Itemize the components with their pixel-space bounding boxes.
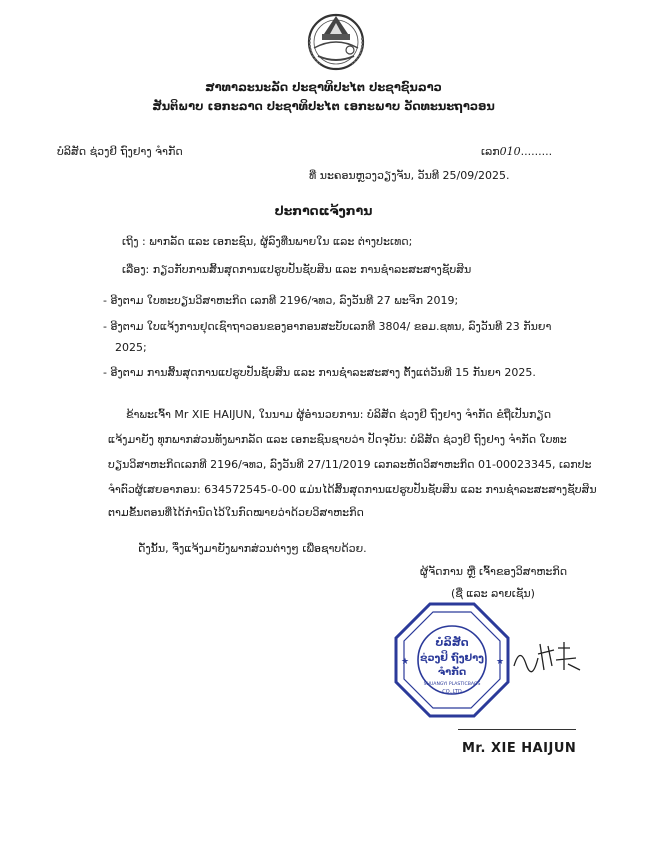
body-paragraph-line: ແຈ້ງມາຍັງ ທຸກພາກສ່ວນທັງພາກລັດ ແລະ ເອກະຊົນຊາບວ່າ ປັດຈຸບັນ: ບໍລິສັດ ຊ່ວງຢິ ຖົງຢາງ ຈຳກັດ ໃບທະ <box>108 433 567 446</box>
sender-company: ບໍລິສັດ ຊ່ວງຢິ ຖົງຢາງ ຈຳກັດ <box>57 145 183 158</box>
company-seal-stamp <box>392 600 512 720</box>
svg-text:★: ★ <box>496 657 505 667</box>
stamp-text-line3: ຈຳກັດ <box>437 667 467 678</box>
reference-number <box>481 145 552 158</box>
signatory-note: (ຊື່ ແລະ ລາຍເຊັນ) <box>451 587 535 600</box>
body-paragraph-line: ບຽນວິສາຫະກິດເລກທີ 2196/ຈທວ, ລົງວັນທີ 27/11/2019 ເລກລະຫັດວິສາຫະກິດ 01-00023345, ເລກປະ <box>108 458 592 471</box>
body-paragraph-line: ຕາມຂັ້ນຕອນທີ່ໄດ້ກຳນົດໄວ້ໃນກົດໝາຍວ່າດ້ວຍວິສາຫະກິດ <box>108 506 364 519</box>
handwritten-signature <box>510 636 590 676</box>
national-motto-line1: ສາທາລະນະລັດ ປະຊາທິປະໄຕ ປະຊາຊົນລາວ <box>205 80 442 94</box>
closing-line: ດັ່ງນັ້ນ, ຈຶ່ງແຈ້ງມາຍັງພາກສ່ວນຕ່າງໆ ເພື່ອຊາບດ້ວຍ. <box>138 542 367 555</box>
stamp-english-suffix: CO.,LTD <box>442 689 462 695</box>
document-title: ປະກາດແຈ້ງການ <box>274 203 373 218</box>
reference-dots: ......... <box>520 145 553 158</box>
national-emblem <box>300 8 372 72</box>
stamp-english-name: SHUANGYI PLASTICBAGS <box>423 682 481 687</box>
reference-item-continuation: 2025; <box>115 341 147 354</box>
reference-item: - ອີງຕາມ ການສິ້ນສຸດການແປຮູບປັນຊັບສິນ ແລະ ການຊຳລະສະສາງ ຕັ້ງແຕ່ວັນທີ 15 ກັນຍາ 2025. <box>103 366 536 379</box>
svg-text:★: ★ <box>401 657 410 667</box>
stamp-text-line2: ຊ່ວງຢິ ຖົງຢາງ <box>420 653 484 664</box>
body-paragraph-line: ຈຳຕົວຜູ້ເສຍອາກອນ: 634572545-0-00 ແມ່ນໄດ້ສິ້ນສຸດການແປຮູບປັນຊັບສິນ ແລະ ການຊຳລະສະສາງຊັບສິນ <box>108 483 597 496</box>
body-paragraph-line: ຂ້າພະເຈົ້າ Mr XIE HAIJUN, ໃນນາມ ຜູ້ອຳນວຍການ: ບໍລິສັດ ຊ່ວງຢິ ຖົງຢາງ ຈຳກັດ ຂໍຖືເປັນກຽດ <box>126 408 552 421</box>
reference-handwritten-number: 010 <box>499 145 521 158</box>
signature-line <box>458 729 576 730</box>
reference-item: - ອີງຕາມ ໃບທະບຽນວິສາຫະກິດ ເລກທີ 2196/ຈທວ, ລົງວັນທີ 27 ພະຈິກ 2019; <box>103 294 459 307</box>
place-date: ທີ່ ນະຄອນຫຼວງວຽງຈັນ, ວັນທີ 25/09/2025. <box>309 169 510 182</box>
stamp-text-line1: ບໍລິສັດ <box>435 636 469 649</box>
subject-line: ເລື່ອງ: ກຽວກັບການສິ້ນສຸດການແປຮູບປັນຊັບສິນ ແລະ ການຊຳລະສະສາງຊັບສິນ <box>122 263 472 276</box>
recipient-line: ເຖິງ : ພາກລັດ ແລະ ເອກະຊົນ, ຜູ້ລົງທືນພາຍໃນ ແລະ ຕ່າງປະເທດ; <box>122 235 413 248</box>
reference-item: - ອີງຕາມ ໃບແຈ້ງການຢຸດເຊົາຖາວອນຂອງອາກອນສະບັບເລກທີ 3804/ ຂອມ.ຊທນ, ລົງວັນທີ 23 ກັນຍາ <box>103 320 552 333</box>
national-motto-line2: ສັນຕິພາບ ເອກະລາດ ປະຊາທິປະໄຕ ເອກະພາບ ວັດທະນະຖາວອນ <box>152 99 495 113</box>
signatory-role: ຜູ້ຈັດການ ຫຼື ເຈົ້າຂອງວິສາຫະກິດ <box>420 565 568 578</box>
signatory-name: Mr. XIE HAIJUN <box>462 741 577 756</box>
reference-label: ເລກ <box>481 145 500 158</box>
